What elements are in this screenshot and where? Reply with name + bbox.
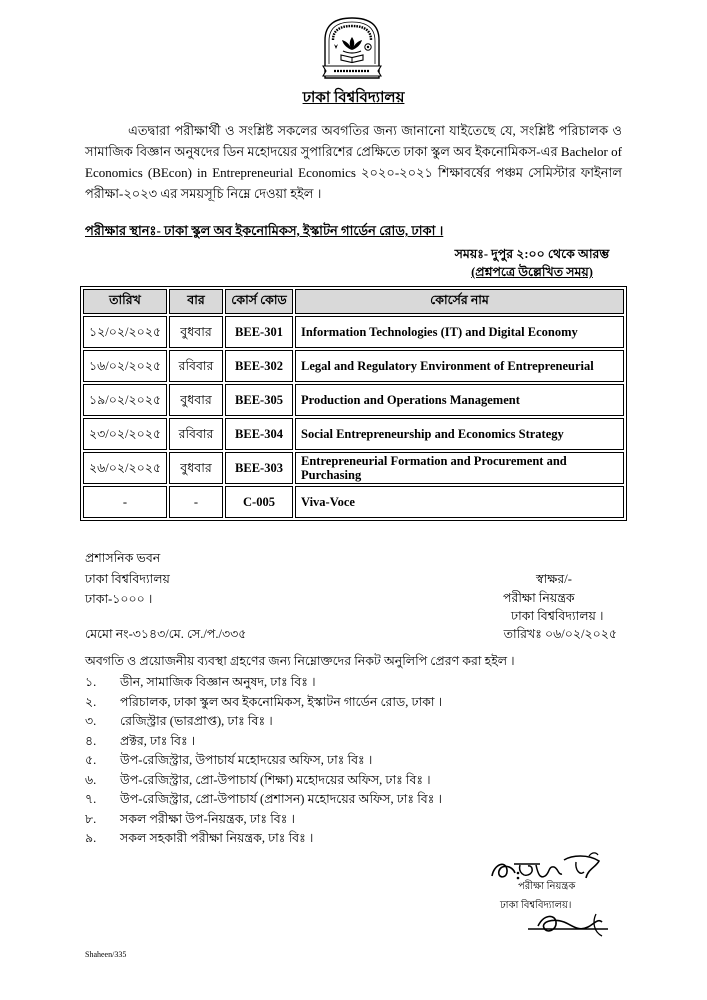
university-logo (322, 16, 382, 80)
cell-day: রবিবার (169, 418, 223, 450)
page-title (0, 86, 707, 111)
list-item-text: ডীন, সামাজিক বিজ্ঞান অনুষদ, ঢাঃ বিঃ । (120, 675, 316, 689)
cell-course-code: BEE-305 (225, 384, 293, 416)
university-name: ঢাকা বিশ্ববিদ্যালয় (302, 90, 405, 106)
table-row (83, 418, 624, 450)
university-logo-icon (322, 16, 382, 80)
column-header-day: বার (169, 289, 223, 314)
exam-start-time: সময়ঃ- দুপুর ২:০০ থেকে আরম্ভ (454, 247, 610, 261)
memo-line (85, 626, 617, 646)
cell-date: ১৯/০২/২০২৫ (83, 384, 167, 416)
memo-number: মেমো নং-৩১৪৩/মে. সে./প./৩৩৫ (85, 627, 247, 641)
signature-stamp (478, 848, 628, 948)
cell-date: - (83, 486, 167, 518)
stamp-designation: পরীক্ষা নিয়ন্ত্রক (518, 881, 576, 892)
cell-course-code: BEE-302 (225, 350, 293, 382)
table-row (83, 486, 624, 518)
cell-course-name: Information Technologies (IT) and Digital Economy (295, 316, 624, 348)
office-address-line: প্রশাসনিক ভবন (85, 551, 161, 565)
list-item-number: ৫. (85, 753, 97, 767)
cell-course-name: Entrepreneurial Formation and Procurement and Purchasing (295, 452, 624, 484)
copy-distribution-list (85, 673, 442, 849)
stamp-institution: ঢাকা বিশ্ববিদ্যালয়। (500, 900, 572, 911)
exam-schedule-table (80, 286, 627, 521)
list-item-text: সকল পরীক্ষা উপ-নিয়ন্ত্রক, ঢাঃ বিঃ । (120, 811, 295, 826)
list-item (85, 712, 442, 732)
cell-date: ২৬/০২/২০২৫ (83, 452, 167, 484)
signed-mark: স্বাক্ষর/- (536, 572, 572, 586)
column-header-course-name: কোর্সের নাম (295, 289, 624, 314)
list-item-text: উপ-রেজিস্ট্রার, প্রো-উপাচার্য (শিক্ষা) মহোদয়ের অফিস, ঢাঃ বিঃ । (120, 772, 431, 787)
cell-course-name: Viva-Voce (295, 486, 624, 518)
column-header-date: তারিখ (83, 289, 167, 314)
list-item (85, 732, 442, 752)
table-row (83, 384, 624, 416)
cell-course-name: Legal and Regulatory Environment of Entrepreneurial (295, 350, 624, 382)
list-item-number: ৭. (85, 792, 97, 806)
list-item-text: পরিচালক, ঢাকা স্কুল অব ইকনোমিকস, ইস্কাটন গার্ডেন রোড, ঢাকা । (120, 694, 443, 709)
table-row (83, 452, 624, 484)
table-row (83, 316, 624, 348)
signatory-block (500, 570, 630, 626)
cell-course-name: Production and Operations Management (295, 384, 624, 416)
memo-date: তারিখঃ ০৬/০২/২০২৫ (503, 627, 617, 641)
cell-course-code: C-005 (225, 486, 293, 518)
list-item-text: সকল সহকারী পরীক্ষা নিয়ন্ত্রক, ঢাঃ বিঃ । (120, 831, 314, 845)
list-item (85, 810, 442, 830)
cell-day: বুধবার (169, 452, 223, 484)
signatory-designation: পরীক্ষা নিয়ন্ত্রক (503, 590, 575, 605)
exam-venue: পরীক্ষার স্থানঃ- ঢাকা স্কুল অব ইকনোমিকস, ইস্কাটন গার্ডেন রোড, ঢাকা । (85, 223, 444, 238)
cell-course-code: BEE-304 (225, 418, 293, 450)
list-item (85, 693, 442, 713)
cell-day: বুধবার (169, 384, 223, 416)
office-address-line: ঢাকা বিশ্ববিদ্যালয় (85, 571, 170, 586)
table-row (83, 350, 624, 382)
list-item-number: ৬. (85, 772, 97, 787)
list-item (85, 829, 442, 849)
cell-date: ১২/০২/২০২৫ (83, 316, 167, 348)
cell-day: রবিবার (169, 350, 223, 382)
cell-course-code: BEE-301 (225, 316, 293, 348)
list-item-text: রেজিস্ট্রার (ভারপ্রাপ্ত), ঢাঃ বিঃ । (120, 714, 273, 728)
cell-date: ২৩/০২/২০২৫ (83, 418, 167, 450)
cell-day: বুধবার (169, 316, 223, 348)
office-address (85, 548, 170, 610)
list-item-number: ১. (85, 675, 97, 689)
list-item-number: ৩. (85, 714, 97, 728)
footer-reference: Shaheen/335 (85, 950, 127, 959)
notice-intro-paragraph: এতদ্বারা পরীক্ষার্থী ও সংশ্লিষ্ট সকলের অবগতির জন্য জানানো যাইতেছে যে, সংশ্লিষ্ট পরিচালক ও সামাজিক বিজ্ঞান অনুষদের ডিন মহোদয়ের সুপারিশের প্রেক্ষিতে ঢাকা স্কুল অব ইকনোমিকস-এর Bachelor of Economics (BEcon) in Entrepreneurial Economics ২০২০-২০২১ শিক্ষাবর্ষের পঞ্চম সেমিস্টার ফাইনাল পরীক্ষা-২০২৩ এর সময়সূচি নিম্নে দেওয়া হইল । (85, 123, 622, 201)
list-item (85, 771, 442, 791)
cell-day: - (169, 486, 223, 518)
column-header-course-code: কোর্স কোড (225, 289, 293, 314)
list-item-number: ৪. (85, 733, 97, 748)
list-item (85, 673, 442, 693)
list-item (85, 751, 442, 771)
office-address-line: ঢাকা-১০০০ । (85, 592, 153, 606)
table-header-row (83, 289, 624, 314)
list-item-text: উপ-রেজিস্ট্রার, উপাচার্য মহোদয়ের অফিস, ঢাঃ বিঃ । (120, 753, 373, 767)
list-item-number: ২. (85, 694, 97, 709)
list-item-text: উপ-রেজিস্ট্রার, প্রো-উপাচার্য (প্রশাসন) মহোদয়ের অফিস, ঢাঃ বিঃ । (120, 792, 443, 806)
list-item-number: ৯. (85, 831, 97, 845)
exam-time-note: (প্রশ্নপত্রে উল্লেখিত সময়) (471, 265, 593, 279)
cell-course-code: BEE-303 (225, 452, 293, 484)
list-item-text: প্রক্টর, ঢাঃ বিঃ । (120, 733, 196, 748)
signatory-institution: ঢাকা বিশ্ববিদ্যালয় । (511, 609, 604, 623)
cell-date: ১৬/০২/২০২৫ (83, 350, 167, 382)
list-item (85, 790, 442, 810)
copy-distribution-intro: অবগতি ও প্রয়োজনীয় ব্যবস্থা গ্রহণের জন্য নিম্নোক্তদের নিকট অনুলিপি প্রেরণ করা হইল । (85, 654, 515, 668)
cell-course-name: Social Entrepreneurship and Economics Strategy (295, 418, 624, 450)
list-item-number: ৮. (85, 811, 97, 826)
exam-time-block (432, 245, 632, 281)
